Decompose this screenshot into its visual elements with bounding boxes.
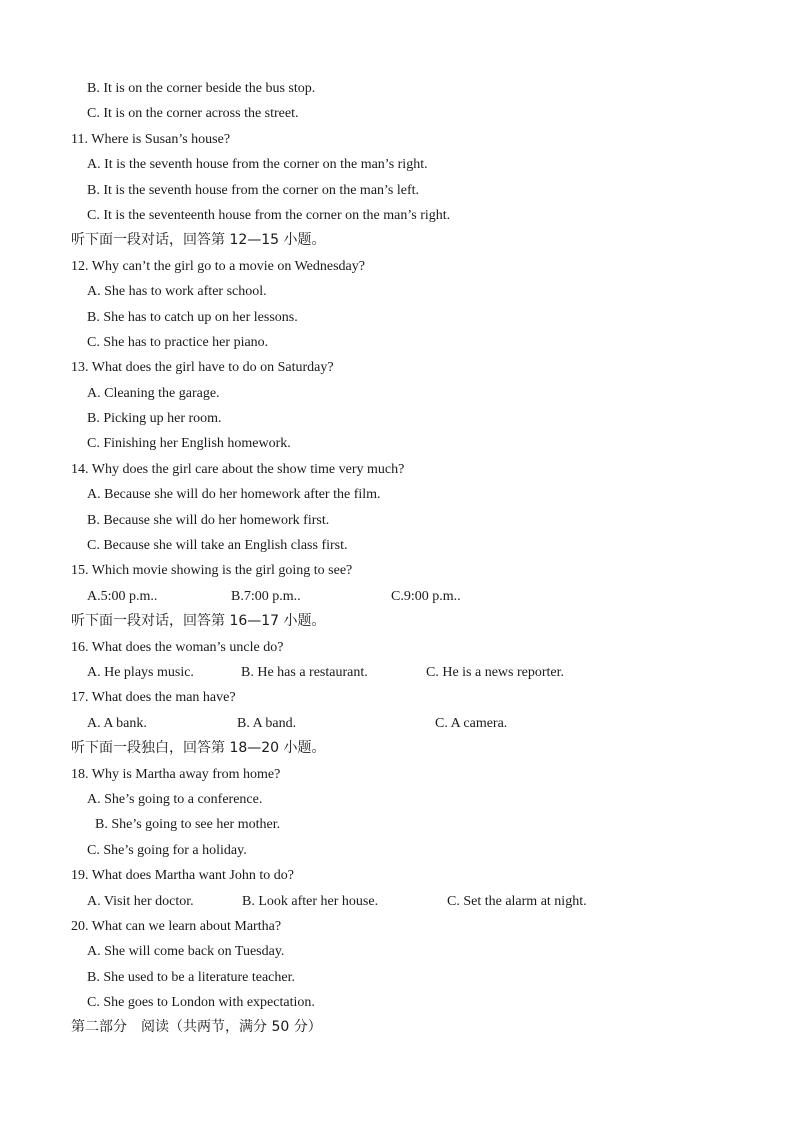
option-18a: A. She’s going to a conference. [87,791,263,807]
exam-content [71,76,731,1041]
option-12a: A. She has to work after school. [87,284,267,300]
option-13b: B. Picking up her room. [87,411,222,427]
options-16 [71,660,731,685]
option-17c: C. A camera. [435,715,508,731]
part-two-heading: 第二部分 阅读（共两节，满分 50 分） [71,1019,322,1036]
option-20c: C. She goes to London with expectation. [87,995,315,1011]
question-15: 15. Which movie showing is the girl going to see? [71,563,353,579]
options-19 [71,889,731,914]
option-10c: C. It is on the corner across the street. [87,106,299,122]
option-11c: C. It is the seventeenth house from the corner on the man’s right. [87,207,451,223]
option-16b: B. He has a restaurant. [241,664,368,680]
option-12c: C. She has to practice her piano. [87,334,269,350]
option-10b: B. It is on the corner beside the bus stop. [87,81,316,96]
section-heading-18-20: 听下面一段独白，回答第 18—20 小题。 [71,740,326,757]
option-18b: B. She’s going to see her mother. [95,817,281,833]
option-13c: C. Finishing her English homework. [87,436,291,452]
option-16a: A. He plays music. [87,664,194,680]
option-19b: B. Look after her house. [242,893,379,909]
question-14: 14. Why does the girl care about the show time very much? [71,461,405,477]
option-14b: B. Because she will do her homework first. [87,512,330,528]
option-17a: A. A bank. [87,715,147,731]
option-15c: C.9:00 p.m.. [391,588,461,604]
question-20: 20. What can we learn about Martha? [71,918,282,934]
options-15 [71,584,731,609]
option-15b: B.7:00 p.m.. [231,588,301,604]
option-18c: C. She’s going for a holiday. [87,842,247,858]
option-11a: A. It is the seventh house from the corner on the man’s right. [87,157,428,173]
question-18: 18. Why is Martha away from home? [71,766,281,782]
option-13a: A. Cleaning the garage. [87,385,220,401]
option-15a: A.5:00 p.m.. [87,588,158,604]
question-11: 11. Where is Susan’s house? [71,131,231,147]
option-17b: B. A band. [237,715,297,731]
option-11b: B. It is the seventh house from the corner on the man’s left. [87,182,420,198]
question-13: 13. What does the girl have to do on Saturday? [71,360,334,376]
question-19: 19. What does Martha want John to do? [71,868,294,884]
option-20b: B. She used to be a literature teacher. [87,969,295,985]
section-heading-16-17: 听下面一段对话，回答第 16—17 小题。 [71,613,326,630]
option-19c: C. Set the alarm at night. [447,893,587,909]
option-16c: C. He is a news reporter. [426,664,565,680]
option-20a: A. She will come back on Tuesday. [87,944,285,960]
option-14c: C. Because she will take an English class first. [87,538,348,554]
question-16: 16. What does the woman’s uncle do? [71,639,284,655]
question-12: 12. Why can’t the girl go to a movie on Wednesday? [71,258,365,274]
option-12b: B. She has to catch up on her lessons. [87,309,298,325]
option-19a: A. Visit her doctor. [87,893,194,909]
options-17 [71,711,731,736]
question-17: 17. What does the man have? [71,690,236,706]
option-14a: A. Because she will do her homework after the film. [87,487,381,503]
section-heading-12-15: 听下面一段对话，回答第 12—15 小题。 [71,232,326,249]
